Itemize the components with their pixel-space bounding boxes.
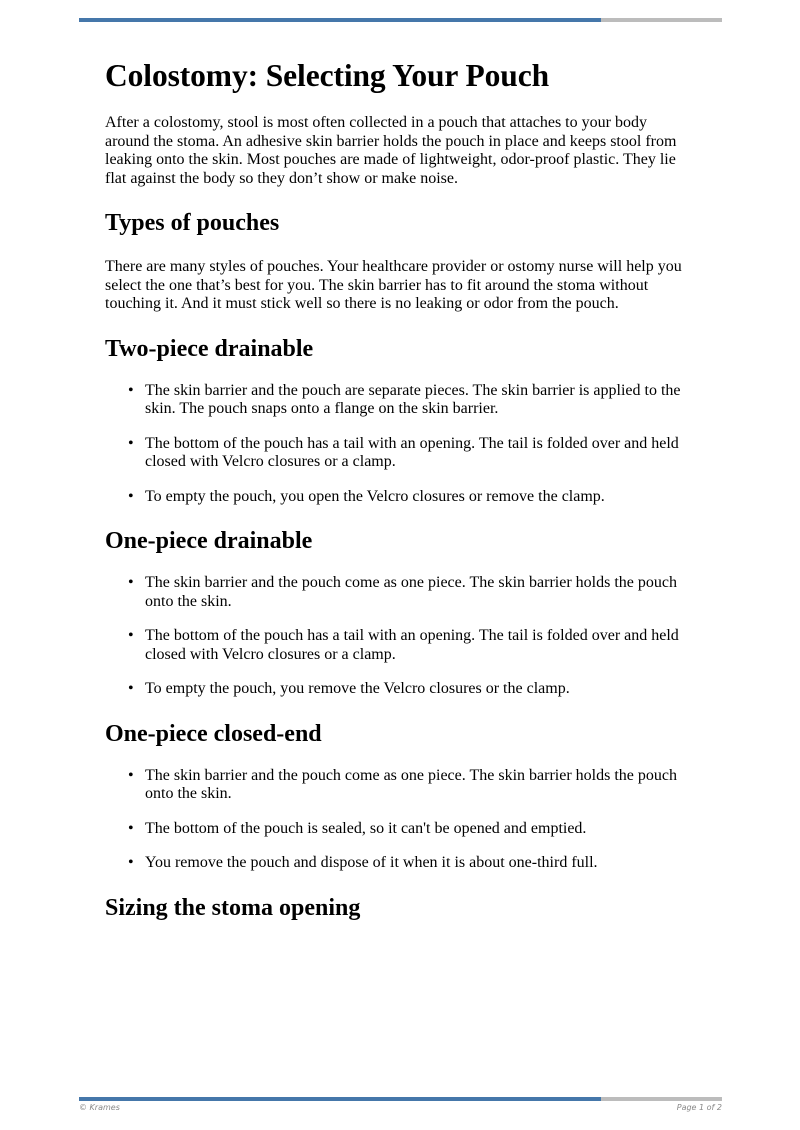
list-item: • To empty the pouch, you remove the Velcro closures or the clamp. — [128, 680, 570, 697]
page-title: Colostomy: Selecting Your Pouch — [105, 58, 550, 93]
bullet-icon: • — [128, 487, 134, 505]
two-piece-list — [105, 382, 695, 507]
bullet-icon: • — [128, 381, 134, 399]
section-heading-one-piece-closed: One-piece closed-end — [105, 720, 322, 747]
bullet-icon: • — [128, 627, 134, 644]
section-heading-types: Types of pouches — [105, 210, 280, 236]
list-item: • The skin barrier and the pouch come as one piece. The skin barrier holds the pouch onto the skin. — [128, 766, 677, 802]
one-piece-closed-list — [105, 767, 695, 873]
footer-rule-gray — [601, 1097, 722, 1101]
header-rule — [79, 18, 722, 22]
bullet-icon: • — [128, 574, 134, 591]
bullet-icon: • — [128, 434, 134, 452]
list-item: • The skin barrier and the pouch come as one piece. The skin barrier holds the pouch onto the skin. — [128, 574, 677, 610]
footer-copyright: © Krames — [79, 1103, 120, 1112]
header-rule-gray — [601, 18, 722, 22]
header-rule-accent — [79, 18, 601, 22]
list-item: • The bottom of the pouch has a tail with an opening. The tail is folded over and held closed with Velcro closures or a clamp. — [128, 627, 679, 663]
document-body — [105, 52, 695, 923]
bullet-icon: • — [128, 680, 134, 697]
types-paragraph: There are many styles of pouches. Your healthcare provider or ostomy nurse will help you select the one that’s best for you. The skin barrier has to fit around the stoma without touching it. And it must stick well so there is no leaking or odor from the pouch. — [105, 258, 682, 312]
footer-rule — [79, 1097, 722, 1101]
section-heading-sizing: Sizing the stoma opening — [105, 894, 361, 921]
footer-rule-accent — [79, 1097, 601, 1101]
one-piece-drainable-list — [105, 574, 695, 699]
footer-page-number: Page 1 of 2 — [676, 1103, 722, 1112]
bullet-icon: • — [128, 854, 134, 871]
list-item: • The skin barrier and the pouch are separate pieces. The skin barrier is applied to the skin. The pouch snaps onto a flange on the skin barrier. — [128, 381, 681, 417]
list-item: • The bottom of the pouch has a tail with an opening. The tail is folded over and held closed with Velcro closures or a clamp. — [128, 434, 679, 470]
section-heading-one-piece-drainable: One-piece drainable — [105, 528, 313, 554]
list-item: • To empty the pouch, you open the Velcro closures or remove the clamp. — [128, 487, 605, 505]
section-heading-two-piece: Two-piece drainable — [105, 335, 314, 362]
bullet-icon: • — [128, 766, 134, 784]
bullet-icon: • — [128, 819, 134, 837]
intro-paragraph: After a colostomy, stool is most often collected in a pouch that attaches to your body around the stoma. An adhesive skin barrier holds the pouch in place and keeps stool from leaking onto the skin. Most pouches are made of lightweight, odor-proof plastic. They lie flat against the body so they don’t show or make noise. — [105, 114, 677, 187]
list-item: • You remove the pouch and dispose of it when it is about one-third full. — [128, 854, 598, 871]
list-item: • The bottom of the pouch is sealed, so it can't be opened and emptied. — [128, 819, 587, 837]
